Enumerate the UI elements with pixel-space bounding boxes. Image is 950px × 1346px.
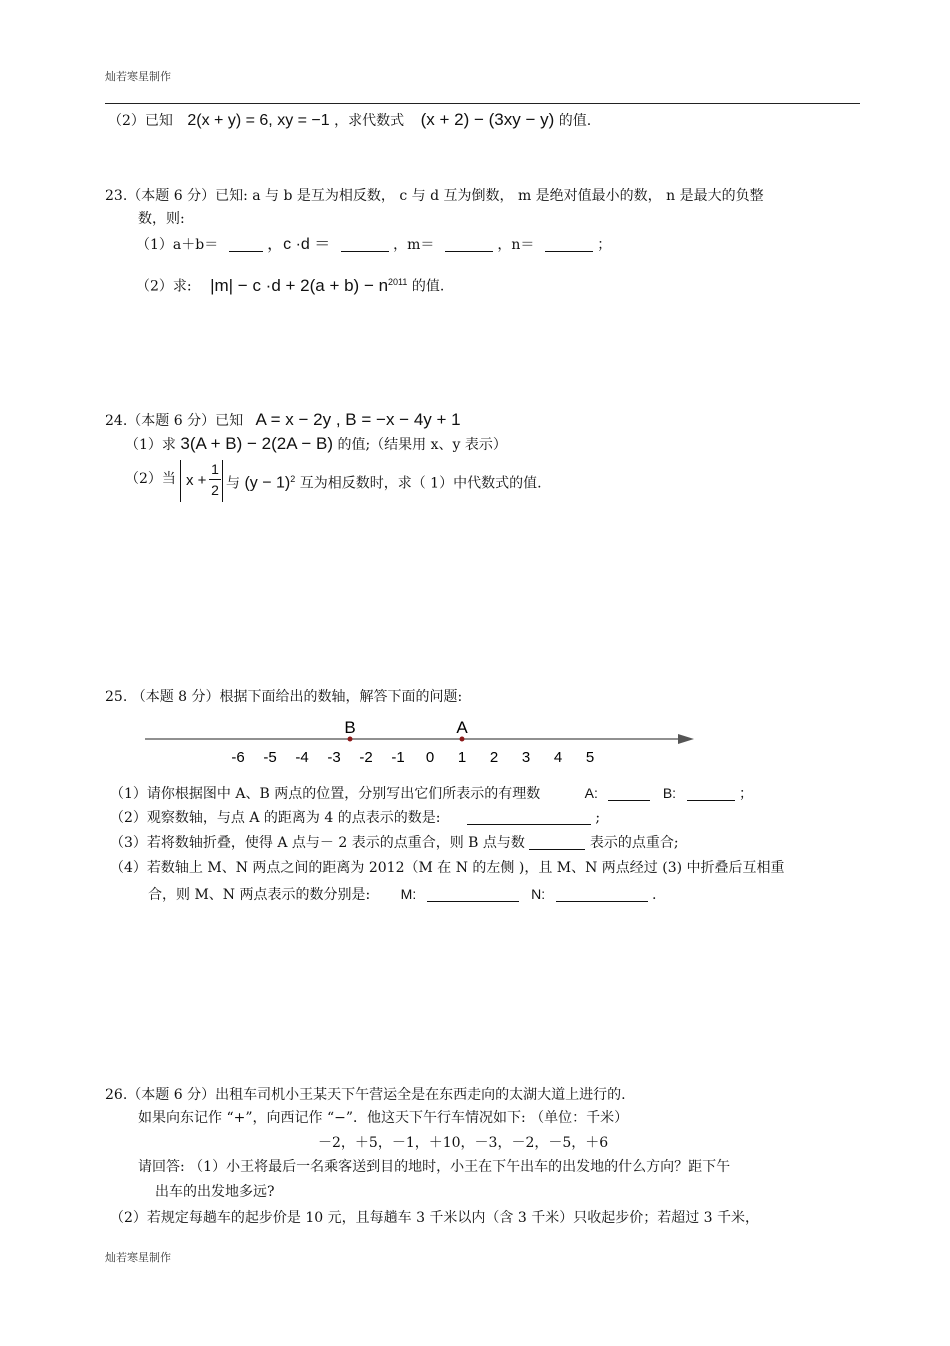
q25-p3b: 表示的点重合; — [589, 835, 679, 851]
q25-p2: （2）观察数轴，与点 A 的距离为 4 的点表示的数是: — [110, 810, 441, 826]
q23-p2-label: （2）求: — [136, 278, 192, 295]
q25-p1-A: A: — [584, 785, 598, 801]
q24-part2-label: （2）当 — [125, 471, 176, 487]
q22-part2 — [108, 110, 591, 131]
q25-part4-line1: （4）若数轴上 M、N 两点之间的距离为 2012（M 在 N 的左侧 )，且 M、N 两点经过 (3) 中折叠后互相重 — [110, 860, 785, 876]
q23-part1 — [136, 235, 611, 255]
q26-q1-line1: 请回答: （1）小王将最后一名乘客送到目的地时，小王在下午出车的出发地的什么方向？距下午 — [138, 1159, 731, 1175]
q26-q2-line1: （2）若规定每趟车的起步价是 10 元，且每趟车 3 千米以内（含 3 千米）只收起步价；若超过 3 千米， — [110, 1210, 760, 1226]
q25-blank-B — [687, 786, 735, 801]
q24-part2-rest — [226, 469, 542, 494]
point-b-label: B — [344, 718, 356, 737]
tick-label: -1 — [391, 749, 405, 766]
q24-p1-expr: 3(A + B) − 2(2A − B) — [180, 434, 333, 453]
q22-end: 的值. — [558, 113, 592, 129]
q25-part3 — [110, 833, 679, 853]
q24-frac-num: 1 — [211, 461, 219, 477]
q25-p2-end: ; — [595, 810, 601, 826]
tick-label: 2 — [489, 749, 499, 766]
q25-p3a: （3）若将数轴折叠，使得 A 点与－ 2 表示的点重合，则 B 点与数 — [110, 835, 525, 851]
q24-stem-expr: A = x − 2y , B = −x − 4y + 1 — [255, 410, 461, 429]
q23-p2-exp: 2011 — [388, 277, 408, 287]
q24-p2-end: 互为相反数时，求（ 1）中代数式的值. — [299, 475, 542, 492]
q22-expr: (x + 2) − (3xy − y) — [420, 110, 555, 129]
q23-p2-end: 的值. — [411, 278, 445, 295]
q25-part4-line2 — [148, 884, 656, 905]
q23-p1-end: ； — [597, 237, 612, 253]
q25-part1 — [110, 783, 753, 804]
q23-blank-ab — [229, 237, 263, 252]
q26-stem: 26.（本题 6 分）出租车司机小王某天下午营运全是在东西走向的太湖大道上进行的. — [105, 1087, 626, 1103]
q26-data: －2，＋5，－1，＋10，－3，－2，－5，＋6 — [318, 1135, 609, 1151]
point-b-marker — [348, 737, 353, 742]
tick-label: -4 — [295, 749, 309, 766]
q23-p1-n: ，n＝ — [497, 237, 535, 253]
q25-blank-N — [556, 887, 648, 902]
q25-p1-B: B: — [662, 785, 677, 801]
q24-abs-left-bar — [180, 460, 181, 502]
q25-part2 — [110, 808, 600, 828]
q24-abs-right-bar — [222, 460, 223, 502]
tick-label: 1 — [457, 749, 467, 766]
q23-blank-n — [545, 237, 593, 252]
q23-p2-expr: |m| − c ·d + 2(a + b) − n — [210, 275, 389, 295]
q25-blank-A — [608, 786, 650, 801]
q23-stem-line2: 数，则: — [138, 211, 185, 227]
q25-stem: 25. （本题 8 分）根据下面给出的数轴，解答下面的问题: — [105, 689, 463, 705]
q24-p2-with: 与 — [226, 475, 240, 492]
q24-p1-end: 的值;（结果用 x、y 表示） — [337, 437, 507, 453]
q25-blank-p3 — [529, 835, 585, 850]
q25-p1-end: ； — [738, 786, 753, 802]
q24-frac-den: 2 — [211, 482, 219, 498]
q23-p1-m: ，m＝ — [393, 237, 435, 253]
point-a-marker — [460, 737, 465, 742]
q26-rule: 如果向东记作 “+”，向西记作 “−”．他这天下午行车情况如下: （单位：千米） — [138, 1110, 629, 1126]
q22-given: 2(x + y) = 6, xy = −1 — [187, 112, 330, 129]
tick-label: -5 — [263, 749, 277, 766]
q22-part2-label: （2）已知 — [108, 113, 173, 129]
number-line — [140, 712, 700, 772]
q26-q1-line2: 出车的出发地多远? — [155, 1184, 275, 1200]
q24-stem — [105, 410, 461, 431]
q24-frac-bar — [209, 479, 221, 480]
footer-watermark: 灿若寒星制作 — [105, 1251, 171, 1264]
header-divider — [105, 103, 860, 104]
tick-label: 4 — [553, 749, 563, 766]
tick-label: 5 — [585, 749, 595, 766]
tick-label: -6 — [231, 749, 245, 766]
q23-stem-line1: 23.（本题 6 分）已知: a 与 b 是互为相反数， c 与 d 互为倒数， m 是绝对值最小的数， n 是最大的负整 — [105, 188, 764, 204]
tick-label: 0 — [425, 749, 435, 766]
q24-p2-sq-exp: 2 — [290, 474, 296, 484]
tick-label: -2 — [359, 749, 373, 766]
header-watermark: 灿若寒星制作 — [105, 70, 171, 83]
q25-p4-N: N: — [531, 886, 546, 902]
q24-stem-label: 24.（本题 6 分）已知 — [105, 413, 244, 429]
q22-mid: ，求代数式 — [334, 113, 405, 129]
q25-p1: （1）请你根据图中 A、B 两点的位置，分别写出它们所表示的有理数 — [110, 786, 541, 802]
q25-p4-line2: 合，则 M、N 两点表示的数分别是: — [148, 887, 371, 903]
point-a-label: A — [456, 718, 468, 737]
q25-p4-M: M: — [400, 886, 417, 902]
q23-p1-label: （1）a＋b＝ — [136, 237, 219, 253]
q23-p1-cd: ，c ·d ＝ — [267, 236, 331, 253]
q25-blank-M — [427, 887, 519, 902]
tick-label: 3 — [521, 749, 531, 766]
number-line-ticks — [231, 749, 594, 766]
q24-p1-label: （1）求 — [125, 437, 176, 453]
q24-part1 — [125, 434, 507, 455]
q24-p2-sq: (y − 1) — [244, 474, 291, 492]
q23-blank-cd — [341, 237, 389, 252]
q24-abs-x: x + — [186, 472, 207, 489]
number-line-arrow — [678, 734, 694, 744]
tick-label: -3 — [327, 749, 341, 766]
q25-p4-end: . — [652, 887, 657, 903]
q23-part2 — [136, 272, 444, 297]
q23-blank-m — [445, 237, 493, 252]
q25-blank-p2 — [467, 810, 591, 825]
